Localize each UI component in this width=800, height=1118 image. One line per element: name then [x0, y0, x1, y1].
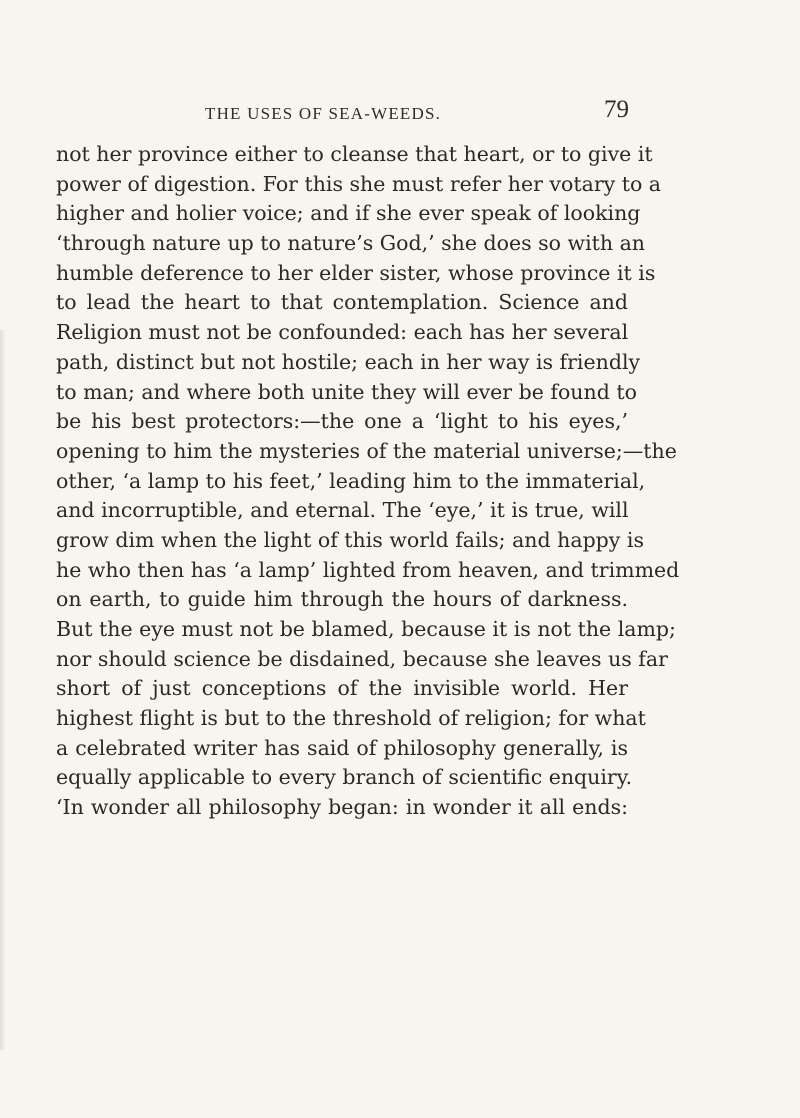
text-line: ‘through nature up to nature’s God,’ she does so with an [56, 231, 646, 256]
text-line: be his best protectors:—the one a ‘light to his eyes,’ [56, 409, 628, 434]
text-line: other, ‘a lamp to his feet,’ leading him to the immaterial, [56, 468, 646, 493]
text-line: to lead the heart to that contemplation. Science and [56, 290, 628, 315]
text-line: equally applicable to every branch of scientific enquiry. [56, 765, 633, 790]
text-line: nor should science be disdained, because she leaves us far [56, 646, 668, 671]
text-line: path, distinct but not hostile; each in her way is friendly [56, 349, 641, 374]
text-line: ‘In wonder all philosophy began: in wonder it all ends: [56, 795, 628, 820]
text-line: a celebrated writer has said of philosophy generally, is [56, 735, 628, 760]
text-line: short of just conceptions of the invisible world. Her [56, 676, 628, 701]
text-line: on earth, to guide him through the hours of darkness. [56, 587, 628, 612]
text-line: not her province either to cleanse that heart, or to give it [56, 142, 653, 166]
text-line: power of digestion. For this she must refer her votary to a [56, 171, 662, 196]
text-line: he who then has ‘a lamp’ lighted from heaven, and trimmed [56, 557, 680, 582]
binding-shadow [0, 330, 6, 1050]
text-line: Religion must not be confounded: each has her several [56, 320, 629, 345]
text-line: and incorruptible, and eternal. The ‘eye,’ it is true, will [56, 498, 629, 523]
text-line: opening to him the mysteries of the material universe;—the [56, 438, 677, 463]
text-line: grow dim when the light of this world fails; and happy is [56, 527, 644, 552]
text-line: higher and holier voice; and if she ever speak of looking [56, 201, 641, 226]
text-line: highest flight is but to the threshold of religion; for what [56, 706, 646, 731]
text-line: humble deference to her elder sister, whose province it is [56, 260, 656, 285]
body-text [56, 140, 680, 823]
text-line: to man; and where both unite they will ever be found to [56, 379, 637, 404]
text-line: But the eye must not be blamed, because it is not the lamp; [56, 617, 676, 641]
running-head: THE USES OF SEA-WEEDS. [205, 104, 442, 123]
page-number: 79 [604, 96, 629, 123]
